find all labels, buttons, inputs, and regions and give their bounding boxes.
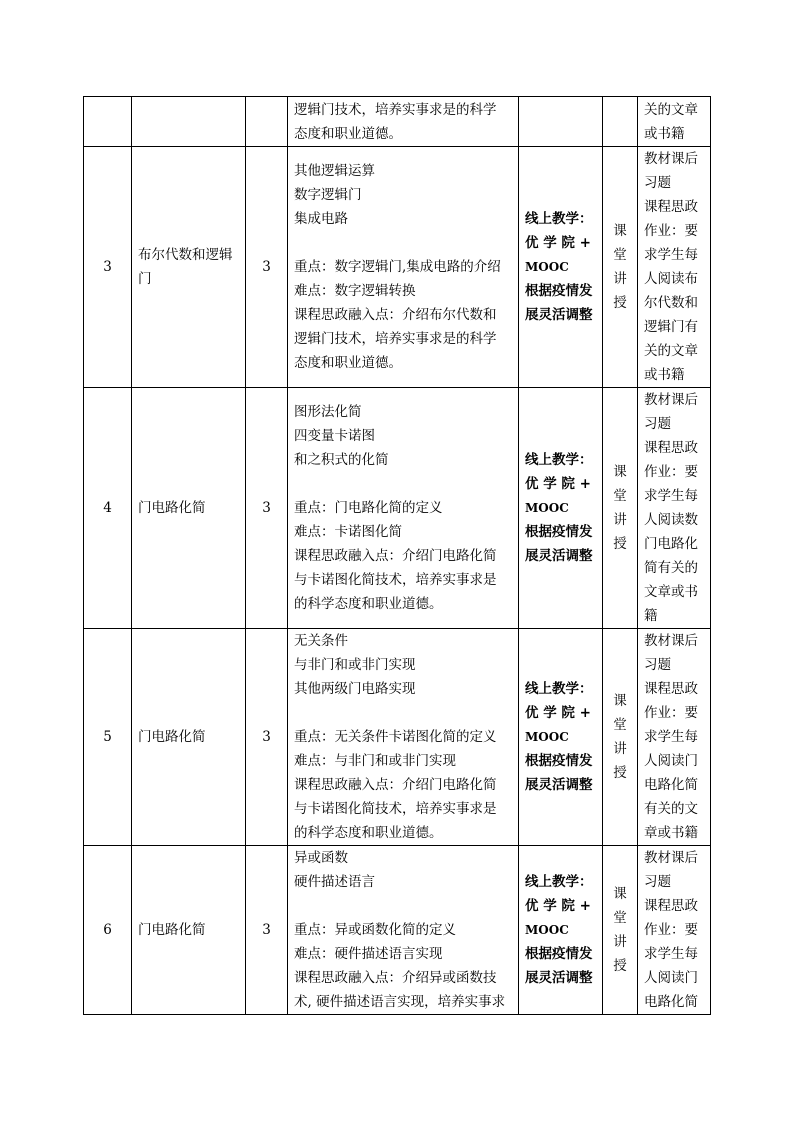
week-number-cell: 4 [84,388,132,629]
teaching-method-char: 课 [613,223,627,239]
content-line: 异或函数 [294,850,348,866]
homework-line: 作业：要 [644,705,698,721]
week-number-cell: 6 [84,846,132,1015]
homework-line: 电路化简 [644,994,698,1010]
homework-line: 教材课后 [644,850,698,866]
content-line: 逻辑门技术，培养实事求是的科学 [294,331,497,347]
homework-line: 简有关的 [644,560,698,576]
content-line: 和之积式的化简 [294,452,389,468]
content-line: 四变量卡诺图 [294,428,375,444]
homework-line: 教材课后 [644,151,698,167]
content-line: 重点：门电路化简的定义 [294,500,443,516]
content-line: 态度和职业道德。 [294,125,402,142]
teaching-mode-line: 根据疫情发 [525,753,593,769]
homework-line: 作业：要 [644,922,698,938]
week-number-cell: 5 [84,629,132,846]
homework-cell [638,147,711,388]
teaching-method-cell [603,147,638,388]
teaching-mode-line: 优 学 院 + [525,235,591,251]
homework-line: 有关的文 [644,801,698,817]
homework-line: 籍 [644,608,658,624]
content-line: 与卡诺图化简技术，培养实事求是 [294,572,497,588]
teaching-mode-line: 线上教学： [525,681,593,697]
table-row [84,97,711,147]
teaching-method-char: 课 [613,464,627,480]
teaching-method-char: 堂 [613,247,627,263]
teaching-mode-line: 根据疫情发 [525,524,593,540]
content-line: 课程思政融入点：介绍门电路化简 [294,548,497,564]
content-line: 其他逻辑运算 [294,163,375,179]
teaching-mode-line: 展灵活调整 [525,548,593,564]
hours-cell: 3 [246,629,288,846]
syllabus-table [83,96,711,1015]
homework-line: 门电路化 [644,536,698,552]
content-line: 集成电路 [294,211,348,227]
teaching-mode-line: 展灵活调整 [525,970,593,986]
homework-line: 习题 [644,657,671,673]
topic-cell: 门电路化简 [132,846,246,1015]
teaching-mode-line: 优 学 院 + [525,898,591,914]
table-row [84,629,711,846]
homework-line: 课程思政 [644,440,698,456]
homework-line: 尔代数和 [644,295,698,311]
teaching-mode-line: MOOC [525,501,569,515]
content-line: 无关条件 [294,633,348,649]
homework-line: 电路化简 [644,777,698,793]
week-number-cell [84,97,132,147]
teaching-mode-line: 线上教学： [525,211,593,227]
hours-cell: 3 [246,147,288,388]
content-line: 课程思政融入点：介绍门电路化简 [294,777,497,793]
content-spacer [294,472,516,496]
content-line: 重点：数字逻辑门,集成电路的介绍 [294,259,501,275]
content-line: 逻辑门技术，培养实事求是的科学 [294,101,497,118]
homework-cell [638,388,711,629]
homework-line: 课程思政 [644,898,698,914]
teaching-mode-cell [519,846,603,1015]
content-line: 与非门和或非门实现 [294,657,416,673]
content-line: 课程思政融入点：介绍异或函数技 [294,970,497,986]
topic-cell: 布尔代数和逻辑门 [132,147,246,388]
topic-cell [132,97,246,147]
homework-cell [638,846,711,1015]
homework-line: 逻辑门有 [644,319,698,335]
homework-cell [638,629,711,846]
homework-line: 人阅读门 [644,970,698,986]
content-cell [288,97,519,147]
content-line: 难点：卡诺图化简 [294,524,402,540]
content-line: 态度和职业道德。 [294,355,402,371]
topic-cell: 门电路化简 [132,629,246,846]
teaching-mode-cell [519,629,603,846]
table-row [84,846,711,1015]
content-line: 的科学态度和职业道德。 [294,825,443,841]
homework-line: 章或书籍 [644,825,698,841]
teaching-method-char: 课 [613,693,627,709]
teaching-method-char: 讲 [613,934,627,950]
homework-line: 人阅读数 [644,512,698,528]
hours-cell: 3 [246,388,288,629]
teaching-mode-line: 根据疫情发 [525,283,593,299]
content-cell [288,846,519,1015]
content-cell [288,629,519,846]
homework-line: 教材课后 [644,392,698,408]
hours-cell [246,97,288,147]
teaching-method-char: 授 [613,295,627,311]
week-number-cell: 3 [84,147,132,388]
topic-cell: 门电路化简 [132,388,246,629]
teaching-mode-line: 优 学 院 + [525,705,591,721]
content-line: 难点：与非门和或非门实现 [294,753,456,769]
content-line: 难点：数字逻辑转换 [294,283,416,299]
homework-line: 或书籍 [644,125,685,142]
teaching-mode-line: 根据疫情发 [525,946,593,962]
teaching-method-char: 授 [613,765,627,781]
content-line: 与卡诺图化简技术，培养实事求是 [294,801,497,817]
homework-line: 人阅读门 [644,753,698,769]
content-cell [288,147,519,388]
teaching-mode-line: 展灵活调整 [525,777,593,793]
teaching-mode-cell [519,388,603,629]
teaching-mode-cell [519,97,603,147]
teaching-mode-line: 线上教学： [525,452,593,468]
homework-line: 关的文章 [644,343,698,359]
content-line: 数字逻辑门 [294,187,362,203]
content-spacer [294,701,516,725]
content-line: 硬件描述语言 [294,874,375,890]
teaching-method-char: 讲 [613,741,627,757]
teaching-mode-line: MOOC [525,730,569,744]
content-line: 课程思政融入点：介绍布尔代数和 [294,307,497,323]
homework-line: 或书籍 [644,367,685,383]
teaching-mode-line: MOOC [525,260,569,274]
teaching-method-char: 堂 [613,910,627,926]
homework-line: 习题 [644,874,671,890]
homework-line: 文章或书 [644,584,698,600]
content-line: 难点：硬件描述语言实现 [294,946,443,962]
content-line: 图形法化简 [294,404,362,420]
teaching-method-cell [603,388,638,629]
content-line: 重点：异或函数化简的定义 [294,922,456,938]
teaching-method-char: 讲 [613,512,627,528]
hours-cell: 3 [246,846,288,1015]
homework-line: 作业：要 [644,464,698,480]
teaching-mode-line: 线上教学： [525,874,593,890]
homework-line: 求学生每 [644,946,698,962]
content-line: 重点：无关条件卡诺图化简的定义 [294,729,497,745]
homework-line: 关的文章 [644,101,698,118]
homework-line: 作业：要 [644,223,698,239]
homework-line: 习题 [644,416,671,432]
content-line: 术, 硬件描述语言实现，培养实事求 [294,994,506,1010]
teaching-method-cell [603,846,638,1015]
content-cell [288,388,519,629]
teaching-method-char: 授 [613,958,627,974]
syllabus-body [84,97,711,1015]
homework-line: 习题 [644,175,671,191]
table-row [84,147,711,388]
homework-cell [638,97,711,147]
teaching-mode-line: 优 学 院 + [525,476,591,492]
content-spacer [294,894,516,918]
teaching-method-char: 课 [613,886,627,902]
content-line: 的科学态度和职业道德。 [294,596,443,612]
homework-line: 课程思政 [644,681,698,697]
teaching-method-cell [603,629,638,846]
teaching-mode-line: 展灵活调整 [525,307,593,323]
homework-line: 人阅读布 [644,271,698,287]
teaching-method-char: 堂 [613,717,627,733]
homework-line: 求学生每 [644,729,698,745]
teaching-method-char: 堂 [613,488,627,504]
content-line: 其他两级门电路实现 [294,681,416,697]
content-spacer [294,231,516,255]
teaching-mode-line: MOOC [525,923,569,937]
table-row [84,388,711,629]
homework-line: 求学生每 [644,247,698,263]
homework-line: 教材课后 [644,633,698,649]
homework-line: 课程思政 [644,199,698,215]
teaching-method-char: 讲 [613,271,627,287]
teaching-method-cell [603,97,638,147]
teaching-method-char: 授 [613,536,627,552]
teaching-mode-cell [519,147,603,388]
homework-line: 求学生每 [644,488,698,504]
